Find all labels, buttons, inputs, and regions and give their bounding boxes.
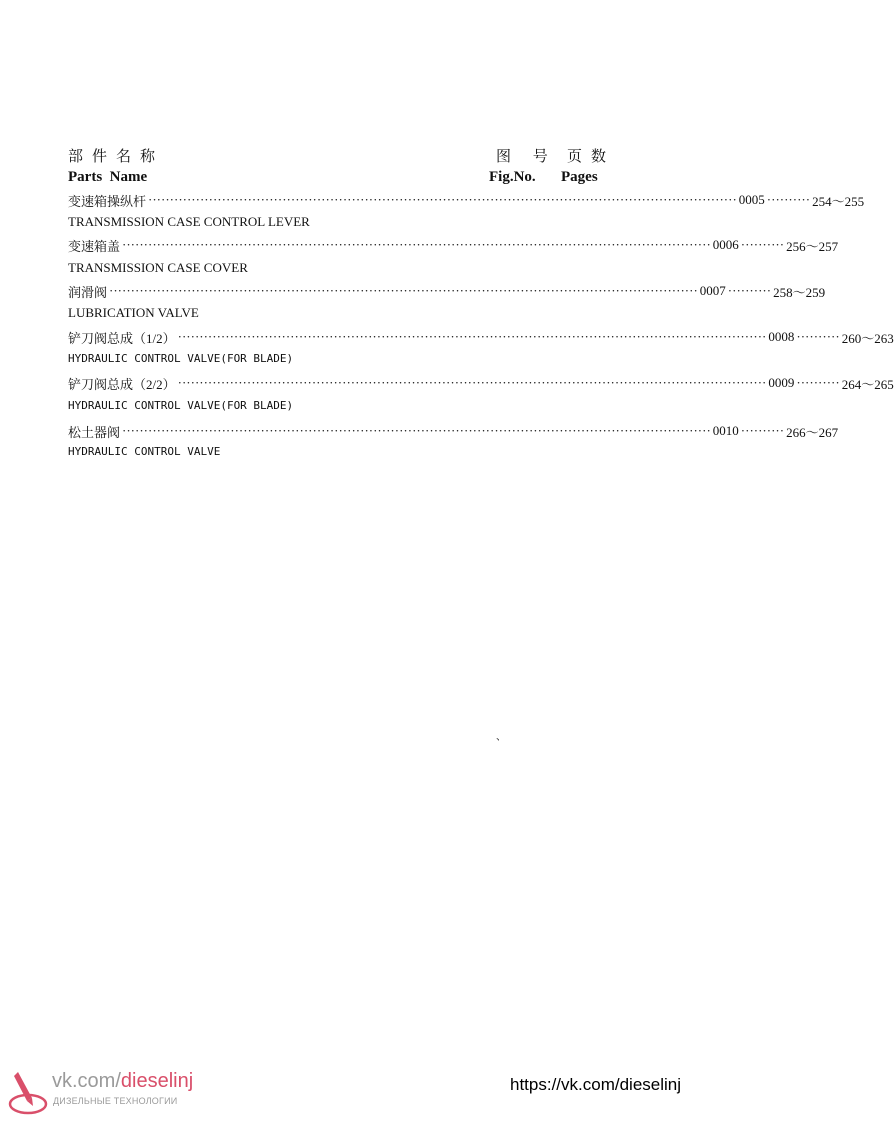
- part-name-cn: 润滑阀: [68, 284, 108, 300]
- fig-number: 0010: [712, 423, 739, 438]
- leader-dots: ··········: [727, 283, 772, 298]
- watermark-prefix: vk.com/: [52, 1070, 121, 1092]
- part-name-cn: 铲刀阀总成（1/2）: [68, 330, 176, 346]
- part-name-en: TRANSMISSION CASE COVER: [68, 260, 248, 275]
- part-name-en: HYDRAULIC CONTROL VALVE(FOR BLADE): [68, 399, 294, 412]
- fig-number: 0006: [712, 237, 739, 252]
- leader-dots: ··········: [740, 237, 785, 252]
- watermark-subtitle: ДИЗЕЛЬНЫЕ ТЕХНОЛОГИИ: [53, 1096, 178, 1106]
- header-en-parts-name: Parts Name: [68, 169, 148, 185]
- leader-dots: ··········: [766, 192, 811, 207]
- leader-dots: ··········: [796, 375, 840, 390]
- watermark: [6, 1068, 206, 1118]
- header-cn-fig-no: 图 号: [496, 149, 557, 165]
- stray-mark: 、: [496, 732, 506, 743]
- watermark-url: [52, 1070, 193, 1093]
- leader-dots: ··········: [796, 329, 840, 344]
- header-en-fig-no: Fig.No.: [489, 169, 536, 185]
- part-name-cn: 变速箱盖: [68, 238, 121, 254]
- leader-dots: ········································································································································: [177, 375, 767, 390]
- leader-dots: ········································································································································: [148, 192, 737, 207]
- fig-number: 0007: [699, 283, 726, 298]
- page-range: 264～265: [841, 376, 894, 392]
- part-name-en: HYDRAULIC CONTROL VALVE: [68, 445, 221, 458]
- part-name-en: TRANSMISSION CASE CONTROL LEVER: [68, 214, 310, 229]
- leader-dots: ········································································································································: [109, 283, 698, 298]
- leader-dots: ········································································································································: [122, 237, 711, 252]
- page-range: 266～267: [786, 424, 839, 440]
- part-name-cn: 变速箱操纵杆: [68, 193, 147, 209]
- toc-entry-row: [68, 190, 865, 210]
- header-cn-parts-name: 部件名称: [68, 149, 165, 165]
- part-name-en: HYDRAULIC CONTROL VALVE(FOR BLADE): [68, 352, 294, 365]
- page-range: 258～259: [773, 284, 826, 300]
- toc-entry-row: [68, 421, 839, 441]
- toc-entry-row: [68, 373, 894, 393]
- toc-entry-row: [68, 281, 826, 301]
- footer-link[interactable]: https://vk.com/dieselinj: [510, 1075, 682, 1094]
- part-name-cn: 铲刀阀总成（2/2）: [68, 376, 176, 392]
- page-range: 256～257: [786, 238, 839, 254]
- page-range: 254～255: [812, 193, 865, 209]
- leader-dots: ········································································································································: [122, 423, 711, 438]
- pen-nib-icon: [6, 1068, 50, 1118]
- fig-number: 0008: [768, 329, 795, 344]
- header-cn-pages: 页数: [567, 149, 616, 165]
- header-en-pages: Pages: [561, 169, 598, 185]
- page-range: 260～263: [841, 330, 894, 346]
- fig-number: 0009: [768, 375, 795, 390]
- fig-number: 0005: [738, 192, 765, 207]
- part-name-cn: 松土器阀: [68, 424, 121, 440]
- leader-dots: ········································································································································: [177, 329, 767, 344]
- leader-dots: ··········: [740, 423, 785, 438]
- watermark-accent: dieselinj: [120, 1070, 194, 1092]
- part-name-en: LUBRICATION VALVE: [68, 305, 199, 320]
- toc-entry-row: [68, 235, 839, 255]
- toc-entry-row: [68, 327, 894, 347]
